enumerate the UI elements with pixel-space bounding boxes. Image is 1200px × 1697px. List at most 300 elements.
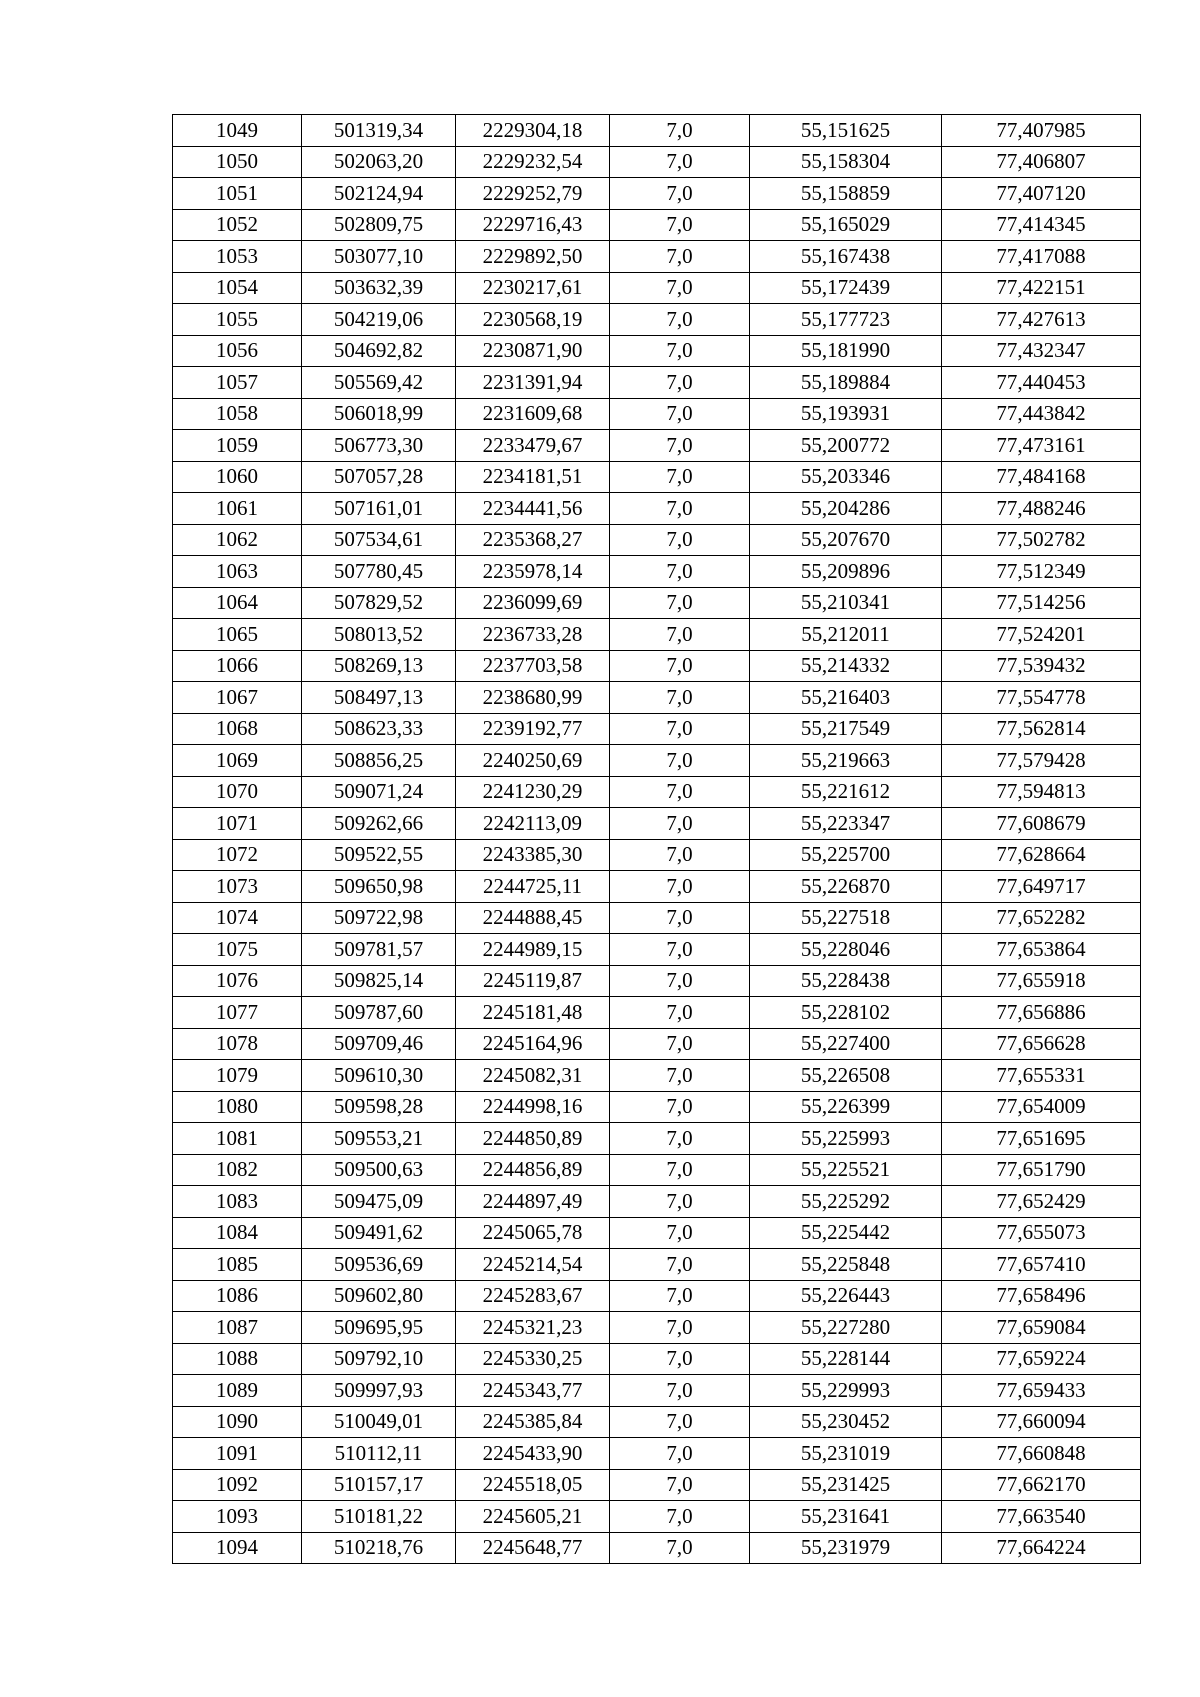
point-number-cell: 1086	[173, 1280, 302, 1312]
longitude-cell: 77,662170	[942, 1469, 1141, 1501]
y-coordinate-cell: 2235368,27	[456, 524, 610, 556]
x-coordinate-cell: 504692,82	[302, 335, 456, 367]
point-number-cell: 1063	[173, 556, 302, 588]
accuracy-cell: 7,0	[610, 713, 750, 745]
y-coordinate-cell: 2229716,43	[456, 209, 610, 241]
accuracy-cell: 7,0	[610, 209, 750, 241]
table-row	[173, 745, 1141, 777]
longitude-cell: 77,407120	[942, 178, 1141, 210]
x-coordinate-cell: 504219,06	[302, 304, 456, 336]
x-coordinate-cell: 510157,17	[302, 1469, 456, 1501]
point-number-cell: 1079	[173, 1060, 302, 1092]
longitude-cell: 77,414345	[942, 209, 1141, 241]
table-row	[173, 1501, 1141, 1533]
x-coordinate-cell: 509522,55	[302, 839, 456, 871]
y-coordinate-cell: 2236099,69	[456, 587, 610, 619]
point-number-cell: 1052	[173, 209, 302, 241]
table-row	[173, 808, 1141, 840]
accuracy-cell: 7,0	[610, 1217, 750, 1249]
y-coordinate-cell: 2230568,19	[456, 304, 610, 336]
point-number-cell: 1094	[173, 1532, 302, 1564]
longitude-cell: 77,659433	[942, 1375, 1141, 1407]
longitude-cell: 77,649717	[942, 871, 1141, 903]
point-number-cell: 1059	[173, 430, 302, 462]
x-coordinate-cell: 509787,60	[302, 997, 456, 1029]
table-row	[173, 1469, 1141, 1501]
point-number-cell: 1088	[173, 1343, 302, 1375]
x-coordinate-cell: 502063,20	[302, 146, 456, 178]
point-number-cell: 1064	[173, 587, 302, 619]
y-coordinate-cell: 2245181,48	[456, 997, 610, 1029]
accuracy-cell: 7,0	[610, 304, 750, 336]
x-coordinate-cell: 509491,62	[302, 1217, 456, 1249]
longitude-cell: 77,406807	[942, 146, 1141, 178]
x-coordinate-cell: 509709,46	[302, 1028, 456, 1060]
y-coordinate-cell: 2244888,45	[456, 902, 610, 934]
point-number-cell: 1051	[173, 178, 302, 210]
longitude-cell: 77,651695	[942, 1123, 1141, 1155]
table-body	[173, 115, 1141, 1564]
x-coordinate-cell: 507534,61	[302, 524, 456, 556]
point-number-cell: 1060	[173, 461, 302, 493]
point-number-cell: 1085	[173, 1249, 302, 1281]
y-coordinate-cell: 2244897,49	[456, 1186, 610, 1218]
accuracy-cell: 7,0	[610, 1249, 750, 1281]
table-row	[173, 493, 1141, 525]
x-coordinate-cell: 508623,33	[302, 713, 456, 745]
table-row	[173, 650, 1141, 682]
table-row	[173, 1438, 1141, 1470]
latitude-cell: 55,223347	[750, 808, 942, 840]
longitude-cell: 77,659084	[942, 1312, 1141, 1344]
latitude-cell: 55,210341	[750, 587, 942, 619]
longitude-cell: 77,608679	[942, 808, 1141, 840]
table-row	[173, 398, 1141, 430]
latitude-cell: 55,229993	[750, 1375, 942, 1407]
point-number-cell: 1087	[173, 1312, 302, 1344]
latitude-cell: 55,228102	[750, 997, 942, 1029]
latitude-cell: 55,167438	[750, 241, 942, 273]
accuracy-cell: 7,0	[610, 1532, 750, 1564]
accuracy-cell: 7,0	[610, 650, 750, 682]
point-number-cell: 1073	[173, 871, 302, 903]
table-row	[173, 776, 1141, 808]
y-coordinate-cell: 2245164,96	[456, 1028, 610, 1060]
accuracy-cell: 7,0	[610, 524, 750, 556]
table-row	[173, 1343, 1141, 1375]
accuracy-cell: 7,0	[610, 776, 750, 808]
x-coordinate-cell: 501319,34	[302, 115, 456, 147]
x-coordinate-cell: 505569,42	[302, 367, 456, 399]
point-number-cell: 1089	[173, 1375, 302, 1407]
table-row	[173, 1532, 1141, 1564]
y-coordinate-cell: 2243385,30	[456, 839, 610, 871]
latitude-cell: 55,231425	[750, 1469, 942, 1501]
latitude-cell: 55,216403	[750, 682, 942, 714]
x-coordinate-cell: 509598,28	[302, 1091, 456, 1123]
point-number-cell: 1091	[173, 1438, 302, 1470]
latitude-cell: 55,228144	[750, 1343, 942, 1375]
y-coordinate-cell: 2245119,87	[456, 965, 610, 997]
table-row	[173, 241, 1141, 273]
y-coordinate-cell: 2229252,79	[456, 178, 610, 210]
longitude-cell: 77,655918	[942, 965, 1141, 997]
latitude-cell: 55,231979	[750, 1532, 942, 1564]
x-coordinate-cell: 509695,95	[302, 1312, 456, 1344]
y-coordinate-cell: 2231391,94	[456, 367, 610, 399]
y-coordinate-cell: 2244998,16	[456, 1091, 610, 1123]
latitude-cell: 55,203346	[750, 461, 942, 493]
point-number-cell: 1067	[173, 682, 302, 714]
y-coordinate-cell: 2229892,50	[456, 241, 610, 273]
point-number-cell: 1093	[173, 1501, 302, 1533]
table-row	[173, 272, 1141, 304]
point-number-cell: 1074	[173, 902, 302, 934]
longitude-cell: 77,654009	[942, 1091, 1141, 1123]
latitude-cell: 55,204286	[750, 493, 942, 525]
x-coordinate-cell: 506773,30	[302, 430, 456, 462]
table-row	[173, 839, 1141, 871]
table-row	[173, 1312, 1141, 1344]
table-row	[173, 682, 1141, 714]
x-coordinate-cell: 507057,28	[302, 461, 456, 493]
accuracy-cell: 7,0	[610, 1438, 750, 1470]
table-row	[173, 430, 1141, 462]
accuracy-cell: 7,0	[610, 1406, 750, 1438]
y-coordinate-cell: 2237703,58	[456, 650, 610, 682]
longitude-cell: 77,440453	[942, 367, 1141, 399]
longitude-cell: 77,512349	[942, 556, 1141, 588]
y-coordinate-cell: 2235978,14	[456, 556, 610, 588]
x-coordinate-cell: 509071,24	[302, 776, 456, 808]
x-coordinate-cell: 507161,01	[302, 493, 456, 525]
longitude-cell: 77,660094	[942, 1406, 1141, 1438]
y-coordinate-cell: 2233479,67	[456, 430, 610, 462]
accuracy-cell: 7,0	[610, 556, 750, 588]
longitude-cell: 77,658496	[942, 1280, 1141, 1312]
y-coordinate-cell: 2230871,90	[456, 335, 610, 367]
x-coordinate-cell: 508497,13	[302, 682, 456, 714]
point-number-cell: 1065	[173, 619, 302, 651]
y-coordinate-cell: 2239192,77	[456, 713, 610, 745]
accuracy-cell: 7,0	[610, 997, 750, 1029]
longitude-cell: 77,539432	[942, 650, 1141, 682]
point-number-cell: 1070	[173, 776, 302, 808]
longitude-cell: 77,657410	[942, 1249, 1141, 1281]
accuracy-cell: 7,0	[610, 398, 750, 430]
table-row	[173, 1406, 1141, 1438]
y-coordinate-cell: 2231609,68	[456, 398, 610, 430]
latitude-cell: 55,225848	[750, 1249, 942, 1281]
x-coordinate-cell: 506018,99	[302, 398, 456, 430]
accuracy-cell: 7,0	[610, 461, 750, 493]
latitude-cell: 55,209896	[750, 556, 942, 588]
x-coordinate-cell: 509602,80	[302, 1280, 456, 1312]
point-number-cell: 1056	[173, 335, 302, 367]
latitude-cell: 55,219663	[750, 745, 942, 777]
latitude-cell: 55,225521	[750, 1154, 942, 1186]
x-coordinate-cell: 503632,39	[302, 272, 456, 304]
x-coordinate-cell: 509997,93	[302, 1375, 456, 1407]
accuracy-cell: 7,0	[610, 493, 750, 525]
latitude-cell: 55,214332	[750, 650, 942, 682]
longitude-cell: 77,655331	[942, 1060, 1141, 1092]
accuracy-cell: 7,0	[610, 146, 750, 178]
y-coordinate-cell: 2244725,11	[456, 871, 610, 903]
accuracy-cell: 7,0	[610, 1123, 750, 1155]
table-row	[173, 524, 1141, 556]
longitude-cell: 77,443842	[942, 398, 1141, 430]
latitude-cell: 55,181990	[750, 335, 942, 367]
latitude-cell: 55,151625	[750, 115, 942, 147]
latitude-cell: 55,225993	[750, 1123, 942, 1155]
y-coordinate-cell: 2229232,54	[456, 146, 610, 178]
longitude-cell: 77,422151	[942, 272, 1141, 304]
point-number-cell: 1057	[173, 367, 302, 399]
accuracy-cell: 7,0	[610, 115, 750, 147]
y-coordinate-cell: 2245330,25	[456, 1343, 610, 1375]
y-coordinate-cell: 2245214,54	[456, 1249, 610, 1281]
latitude-cell: 55,172439	[750, 272, 942, 304]
y-coordinate-cell: 2245605,21	[456, 1501, 610, 1533]
latitude-cell: 55,226443	[750, 1280, 942, 1312]
accuracy-cell: 7,0	[610, 1091, 750, 1123]
table-row	[173, 587, 1141, 619]
latitude-cell: 55,200772	[750, 430, 942, 462]
y-coordinate-cell: 2245648,77	[456, 1532, 610, 1564]
latitude-cell: 55,226508	[750, 1060, 942, 1092]
accuracy-cell: 7,0	[610, 1501, 750, 1533]
latitude-cell: 55,225442	[750, 1217, 942, 1249]
table-row	[173, 335, 1141, 367]
latitude-cell: 55,231641	[750, 1501, 942, 1533]
point-number-cell: 1066	[173, 650, 302, 682]
accuracy-cell: 7,0	[610, 587, 750, 619]
latitude-cell: 55,226399	[750, 1091, 942, 1123]
latitude-cell: 55,230452	[750, 1406, 942, 1438]
table-row	[173, 619, 1141, 651]
accuracy-cell: 7,0	[610, 1060, 750, 1092]
x-coordinate-cell: 509825,14	[302, 965, 456, 997]
table-row	[173, 997, 1141, 1029]
accuracy-cell: 7,0	[610, 871, 750, 903]
point-number-cell: 1083	[173, 1186, 302, 1218]
point-number-cell: 1062	[173, 524, 302, 556]
accuracy-cell: 7,0	[610, 1375, 750, 1407]
point-number-cell: 1058	[173, 398, 302, 430]
longitude-cell: 77,664224	[942, 1532, 1141, 1564]
longitude-cell: 77,579428	[942, 745, 1141, 777]
accuracy-cell: 7,0	[610, 1312, 750, 1344]
y-coordinate-cell: 2238680,99	[456, 682, 610, 714]
table-row	[173, 209, 1141, 241]
point-number-cell: 1084	[173, 1217, 302, 1249]
latitude-cell: 55,227400	[750, 1028, 942, 1060]
latitude-cell: 55,227280	[750, 1312, 942, 1344]
table-row	[173, 1028, 1141, 1060]
longitude-cell: 77,484168	[942, 461, 1141, 493]
y-coordinate-cell: 2244989,15	[456, 934, 610, 966]
y-coordinate-cell: 2245433,90	[456, 1438, 610, 1470]
accuracy-cell: 7,0	[610, 619, 750, 651]
longitude-cell: 77,524201	[942, 619, 1141, 651]
x-coordinate-cell: 502124,94	[302, 178, 456, 210]
accuracy-cell: 7,0	[610, 241, 750, 273]
accuracy-cell: 7,0	[610, 934, 750, 966]
table-row	[173, 115, 1141, 147]
table-row	[173, 1217, 1141, 1249]
table-row	[173, 1249, 1141, 1281]
longitude-cell: 77,407985	[942, 115, 1141, 147]
point-number-cell: 1055	[173, 304, 302, 336]
table-row	[173, 1186, 1141, 1218]
point-number-cell: 1071	[173, 808, 302, 840]
y-coordinate-cell: 2236733,28	[456, 619, 610, 651]
latitude-cell: 55,217549	[750, 713, 942, 745]
point-number-cell: 1076	[173, 965, 302, 997]
accuracy-cell: 7,0	[610, 430, 750, 462]
accuracy-cell: 7,0	[610, 272, 750, 304]
accuracy-cell: 7,0	[610, 682, 750, 714]
x-coordinate-cell: 509610,30	[302, 1060, 456, 1092]
longitude-cell: 77,663540	[942, 1501, 1141, 1533]
table-row	[173, 1280, 1141, 1312]
accuracy-cell: 7,0	[610, 965, 750, 997]
point-number-cell: 1080	[173, 1091, 302, 1123]
accuracy-cell: 7,0	[610, 178, 750, 210]
longitude-cell: 77,628664	[942, 839, 1141, 871]
latitude-cell: 55,177723	[750, 304, 942, 336]
accuracy-cell: 7,0	[610, 1280, 750, 1312]
table-row	[173, 1060, 1141, 1092]
x-coordinate-cell: 509553,21	[302, 1123, 456, 1155]
x-coordinate-cell: 507829,52	[302, 587, 456, 619]
y-coordinate-cell: 2245283,67	[456, 1280, 610, 1312]
x-coordinate-cell: 509500,63	[302, 1154, 456, 1186]
x-coordinate-cell: 509650,98	[302, 871, 456, 903]
longitude-cell: 77,652429	[942, 1186, 1141, 1218]
latitude-cell: 55,228046	[750, 934, 942, 966]
x-coordinate-cell: 508856,25	[302, 745, 456, 777]
point-number-cell: 1078	[173, 1028, 302, 1060]
accuracy-cell: 7,0	[610, 839, 750, 871]
x-coordinate-cell: 509781,57	[302, 934, 456, 966]
latitude-cell: 55,226870	[750, 871, 942, 903]
x-coordinate-cell: 510181,22	[302, 1501, 456, 1533]
accuracy-cell: 7,0	[610, 1469, 750, 1501]
y-coordinate-cell: 2234441,56	[456, 493, 610, 525]
table-row	[173, 556, 1141, 588]
table-row	[173, 1123, 1141, 1155]
accuracy-cell: 7,0	[610, 335, 750, 367]
latitude-cell: 55,225700	[750, 839, 942, 871]
y-coordinate-cell: 2234181,51	[456, 461, 610, 493]
x-coordinate-cell: 508269,13	[302, 650, 456, 682]
table-row	[173, 1091, 1141, 1123]
longitude-cell: 77,432347	[942, 335, 1141, 367]
point-number-cell: 1077	[173, 997, 302, 1029]
x-coordinate-cell: 509536,69	[302, 1249, 456, 1281]
accuracy-cell: 7,0	[610, 367, 750, 399]
point-number-cell: 1068	[173, 713, 302, 745]
point-number-cell: 1069	[173, 745, 302, 777]
longitude-cell: 77,514256	[942, 587, 1141, 619]
longitude-cell: 77,660848	[942, 1438, 1141, 1470]
point-number-cell: 1075	[173, 934, 302, 966]
table-row	[173, 902, 1141, 934]
latitude-cell: 55,193931	[750, 398, 942, 430]
x-coordinate-cell: 509475,09	[302, 1186, 456, 1218]
table-row	[173, 713, 1141, 745]
y-coordinate-cell: 2242113,09	[456, 808, 610, 840]
y-coordinate-cell: 2244850,89	[456, 1123, 610, 1155]
y-coordinate-cell: 2245065,78	[456, 1217, 610, 1249]
latitude-cell: 55,227518	[750, 902, 942, 934]
accuracy-cell: 7,0	[610, 745, 750, 777]
table-row	[173, 1375, 1141, 1407]
x-coordinate-cell: 509792,10	[302, 1343, 456, 1375]
y-coordinate-cell: 2245082,31	[456, 1060, 610, 1092]
y-coordinate-cell: 2245343,77	[456, 1375, 610, 1407]
longitude-cell: 77,656628	[942, 1028, 1141, 1060]
latitude-cell: 55,165029	[750, 209, 942, 241]
latitude-cell: 55,225292	[750, 1186, 942, 1218]
longitude-cell: 77,653864	[942, 934, 1141, 966]
longitude-cell: 77,554778	[942, 682, 1141, 714]
accuracy-cell: 7,0	[610, 902, 750, 934]
x-coordinate-cell: 510112,11	[302, 1438, 456, 1470]
longitude-cell: 77,656886	[942, 997, 1141, 1029]
x-coordinate-cell: 502809,75	[302, 209, 456, 241]
y-coordinate-cell: 2245385,84	[456, 1406, 610, 1438]
point-number-cell: 1049	[173, 115, 302, 147]
point-number-cell: 1050	[173, 146, 302, 178]
y-coordinate-cell: 2241230,29	[456, 776, 610, 808]
point-number-cell: 1092	[173, 1469, 302, 1501]
table-row	[173, 178, 1141, 210]
table-row	[173, 367, 1141, 399]
latitude-cell: 55,189884	[750, 367, 942, 399]
point-number-cell: 1054	[173, 272, 302, 304]
latitude-cell: 55,231019	[750, 1438, 942, 1470]
y-coordinate-cell: 2245321,23	[456, 1312, 610, 1344]
point-number-cell: 1090	[173, 1406, 302, 1438]
latitude-cell: 55,221612	[750, 776, 942, 808]
x-coordinate-cell: 509262,66	[302, 808, 456, 840]
longitude-cell: 77,427613	[942, 304, 1141, 336]
table-row	[173, 146, 1141, 178]
accuracy-cell: 7,0	[610, 1154, 750, 1186]
y-coordinate-cell: 2244856,89	[456, 1154, 610, 1186]
table-row	[173, 965, 1141, 997]
coordinates-table	[172, 114, 1141, 1564]
table-row	[173, 1154, 1141, 1186]
point-number-cell: 1081	[173, 1123, 302, 1155]
latitude-cell: 55,212011	[750, 619, 942, 651]
x-coordinate-cell: 507780,45	[302, 556, 456, 588]
table-row	[173, 871, 1141, 903]
y-coordinate-cell: 2245518,05	[456, 1469, 610, 1501]
table-row	[173, 934, 1141, 966]
longitude-cell: 77,652282	[942, 902, 1141, 934]
accuracy-cell: 7,0	[610, 1028, 750, 1060]
table-row	[173, 461, 1141, 493]
latitude-cell: 55,207670	[750, 524, 942, 556]
point-number-cell: 1082	[173, 1154, 302, 1186]
y-coordinate-cell: 2229304,18	[456, 115, 610, 147]
longitude-cell: 77,594813	[942, 776, 1141, 808]
latitude-cell: 55,228438	[750, 965, 942, 997]
